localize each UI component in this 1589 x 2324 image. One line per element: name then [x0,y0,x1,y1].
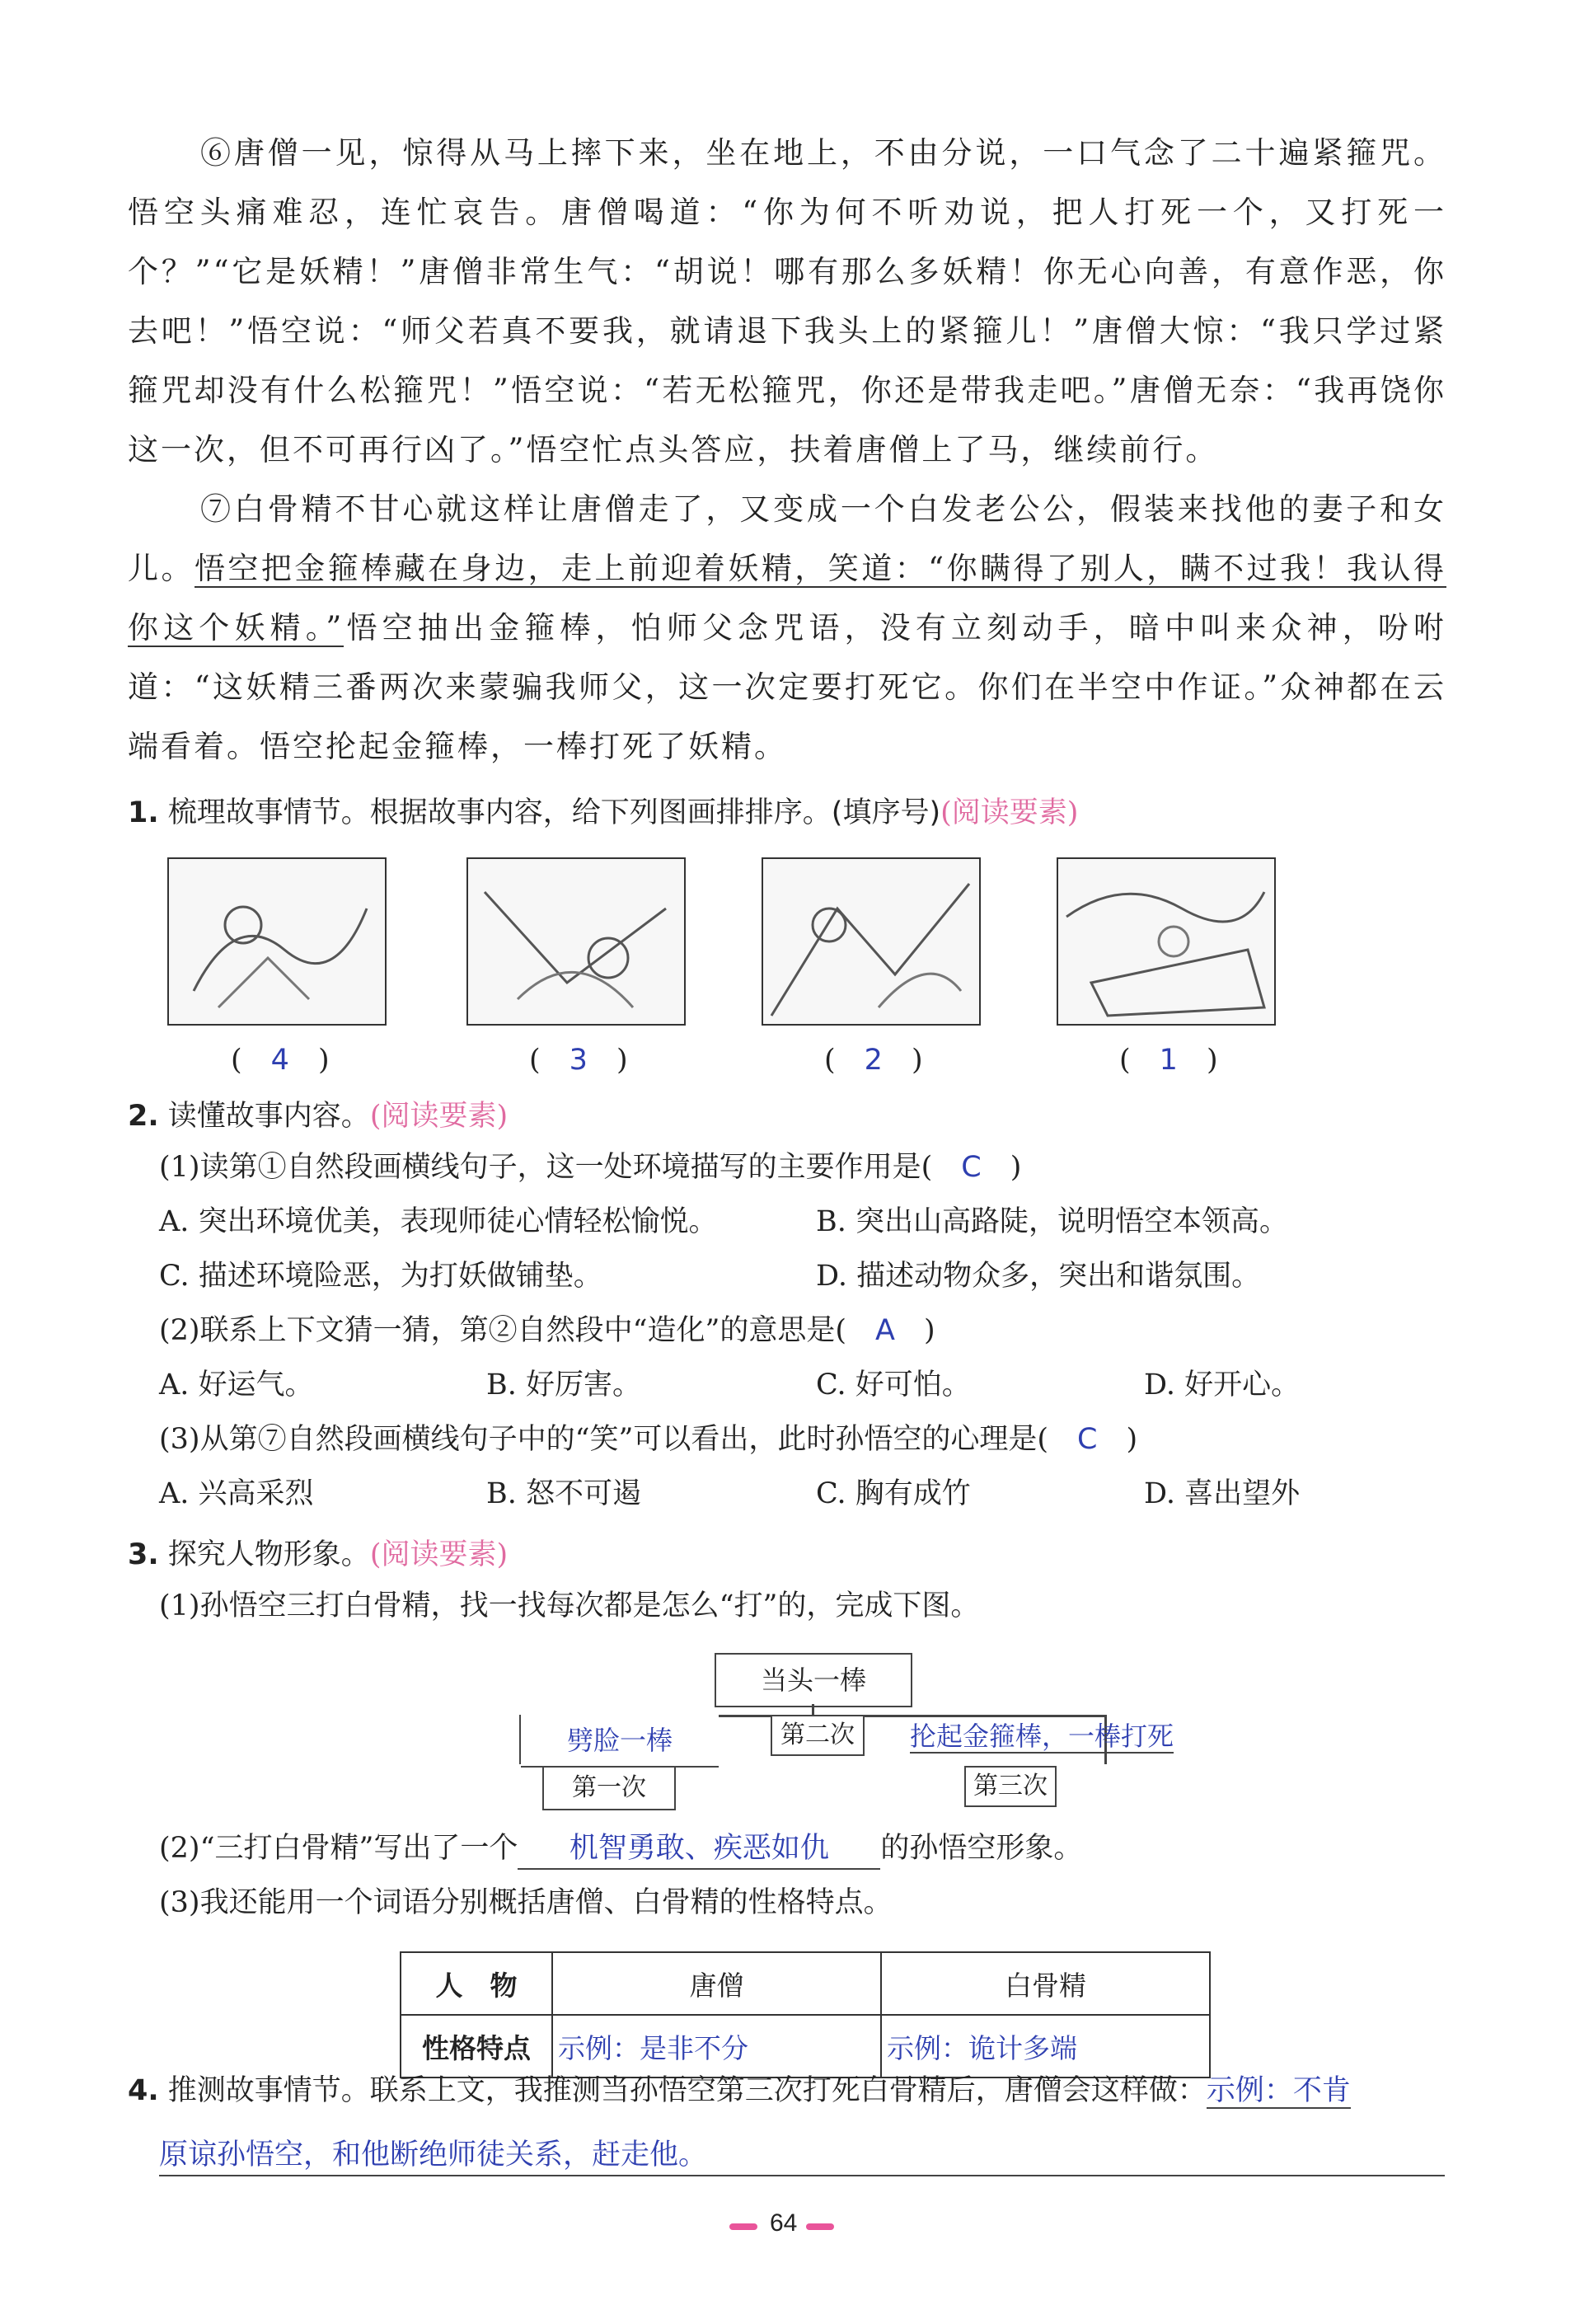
option-b: B. 突出山高路陡，说明悟空本领高。 [816,1205,1288,1238]
story-picture-1 [167,857,387,1026]
sub-question-text: (3)从第⑦自然段画横线句子中的“笑”可以看出，此时孙悟空的心理是( [159,1423,1049,1456]
underlined-sentence: 悟空把金箍棒藏在身边，走上前迎着妖精，笑道：“你瞒得了别人，瞒不过我！我认得你这个妖精。” [128,551,1447,646]
sub-question-text: (2)联系上下文猜一猜，第②自然段中“造化”的意思是( [159,1314,847,1347]
third-hit-answer [910,1711,1240,1762]
table-cell-answer: 示例：是非不分 [552,2015,881,2078]
question-3-heading [128,1532,508,1573]
answer-value: C [961,1151,982,1184]
order-answer-1: ( 4 ) [231,1044,330,1077]
answer-value: 4 [270,1044,289,1077]
question-2-heading [128,1093,508,1134]
story-picture-4 [1057,857,1276,1026]
paren-close: ) [1010,1151,1022,1184]
q2-sub3 [159,1420,1137,1459]
option-a: A. 突出环境优美，表现师徒心情轻松愉悦。 [159,1205,718,1238]
first-label-box: 第一次 [542,1766,676,1810]
page-number: 64 [770,2209,798,2237]
option-b: B. 怒不可遏 [486,1477,641,1510]
q4-answer-line [159,2135,1445,2176]
story-paragraph-7 [128,480,1446,777]
table-cell-answer: 示例：诡计多端 [881,2015,1210,2078]
answer-value: 原谅孙悟空，和他断绝师徒关系，赶走他。 [159,2139,708,2171]
question-number: 1. [128,796,159,829]
order-answer-3: ( 2 ) [824,1044,923,1077]
sub-question-text-end: 的孙悟空形象。 [880,1832,1083,1865]
answer-value: A [875,1314,895,1347]
option-d: D. 喜出望外 [1144,1477,1301,1510]
answer-value: 机智勇敢、疾恶如仇 [518,1829,880,1870]
question-1-heading [128,790,1078,831]
answer-value: C [1077,1423,1098,1456]
sub-question-text: (2)“三打白骨精”写出了一个 [159,1832,518,1865]
story-picture-3 [762,857,981,1026]
third-label-box: 第三次 [964,1766,1057,1807]
question-text: 读懂故事内容。 [167,1100,370,1133]
answer-value: 2 [864,1044,883,1077]
question-number: 3. [128,1538,159,1571]
option-c: C. 胸有成竹 [816,1477,971,1510]
answer-value: 示例：不肯 [1206,2074,1351,2107]
footer-bar-left [729,2223,757,2230]
table-row-label: 性格特点 [401,2015,552,2078]
q3-sub1: (1)孙悟空三打白骨精，找一找每次都是怎么“打”的，完成下图。 [159,1589,980,1622]
question-number: 4. [128,2074,159,2107]
story-paragraph-7-end: 悟空抽出金箍棒，怕师父念咒语，没有立刻动手，暗中叫来众神，吩咐道：“这妖精三番两次来蒙骗我师父，这一次定要打死它。你们在半空中作证。”众神都在云端看着。悟空抡起金箍棒，一棒打死了妖精。 [128,610,1446,764]
option-d: D. 好开心。 [1144,1369,1301,1401]
paren-close: ) [924,1314,935,1347]
q2-sub1 [159,1148,1021,1187]
answer-value: 抡起金箍棒，一棒打死 [910,1721,1174,1752]
reading-tag: (阅读要素) [369,1100,509,1133]
q2-sub2 [159,1311,935,1350]
answer-value: 1 [1159,1044,1178,1077]
answer-value: 3 [569,1044,588,1077]
paren-close: ) [1126,1423,1138,1456]
order-answer-4: ( 1 ) [1119,1044,1218,1077]
character-traits-table [400,1951,1211,2078]
option-c: C. 描述环境险恶，为打妖做铺垫。 [159,1260,602,1293]
first-hit-answer [521,1715,719,1768]
option-c: C. 好可怕。 [816,1369,971,1401]
question-4-heading [128,2068,1351,2109]
diagram-connector [812,1704,814,1715]
question-text: 梳理故事情节。根据故事内容，给下列图画排排序。(填序号) [167,796,941,829]
option-a: A. 兴高采烈 [159,1477,314,1510]
story-paragraph-7-start: ⑦白骨精不甘心就这样让唐僧走了，又变成一个白发老公公，假装来找他的妻子和女儿。 [128,491,1446,586]
table-header: 唐僧 [552,1952,881,2015]
reading-tag: (阅读要素) [940,796,1079,829]
table-header: 白骨精 [881,1952,1210,2015]
diagram-top-box: 当头一棒 [715,1653,912,1707]
story-paragraph-6: ⑥唐僧一见，惊得从马上摔下来，坐在地上，不由分说，一口气念了二十遍紧箍咒。悟空头痛难忍，连忙哀告。唐僧喝道：“你为何不听劝说，把人打死一个，又打死一个？”“它是妖精！”唐僧非常生气：“胡说！哪有那么多妖精！你无心向善，有意作恶，你去吧！”悟空说：“师父若真不要我，就请退下我头上的紧箍儿！”唐僧大惊：“我只学过紧箍咒却没有什么松箍咒！”悟空说：“若无松箍咒，你还是带我走吧。”唐僧无奈：“我再饶你这一次，但不可再行凶了。”悟空忙点头答应，扶着唐僧上了马，继续前行。 [128,135,1446,467]
sub-question-text: (1)读第①自然段画横线句子，这一处环境描写的主要作用是( [159,1151,933,1184]
question-number: 2. [128,1100,159,1133]
footer-bar-right [806,2223,834,2230]
story-picture-2 [466,857,686,1026]
table-header: 人 物 [401,1952,552,2015]
q3-sub3: (3)我还能用一个词语分别概括唐僧、白骨精的性格特点。 [159,1886,893,1919]
reading-tag: (阅读要素) [369,1538,509,1571]
option-a: A. 好运气。 [159,1369,314,1401]
question-text: 探究人物形象。 [167,1538,370,1571]
option-b: B. 好厉害。 [486,1369,641,1401]
q3-sub2 [159,1829,1082,1870]
second-label-box: 第二次 [771,1715,865,1756]
option-d: D. 描述动物众多，突出和谐氛围。 [816,1260,1261,1293]
question-text: 推测故事情节。联系上文，我推测当孙悟空第三次打死白骨精后，唐僧会这样做： [167,2074,1207,2107]
order-answer-2: ( 3 ) [529,1044,628,1077]
answer-value: 劈脸一棒 [566,1725,673,1756]
